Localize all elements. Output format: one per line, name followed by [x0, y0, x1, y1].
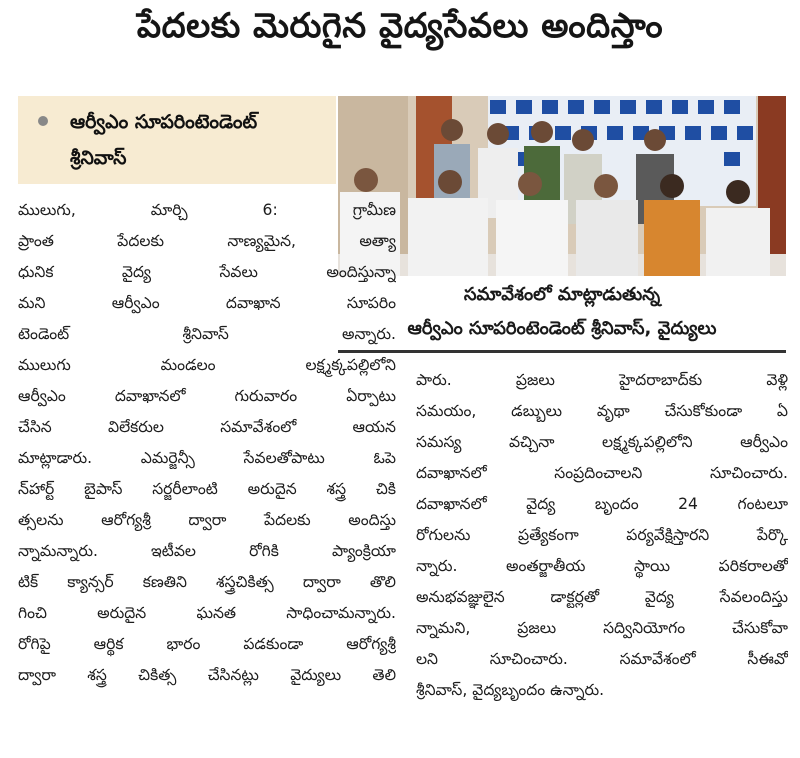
caption-line-2: ఆర్వీఎం సూపరింటెండెంట్ శ్రీనివాస్, వైద్యులు — [407, 318, 717, 339]
article-line: ములుగు, మార్చి 6: గ్రామీణ — [18, 201, 396, 219]
article-line: టెండెంట్ శ్రీనివాస్ అన్నారు. — [18, 325, 396, 343]
article-line: ప్రాంత పేదలకు నాణ్యమైన, అత్యా — [18, 232, 396, 250]
article-line: త్సలను ఆరోగ్యశ్రీ ద్వారా పేదలకు అందిస్తు — [18, 511, 396, 529]
article-line: న్నారు. అంతర్జాతీయ స్థాయి పరికరాలతో — [416, 557, 788, 575]
article-line: గించి అరుదైన ఘనత సాధించామన్నారు. — [18, 604, 396, 622]
article-line: ధునిక వైద్య సేవలు అందిస్తున్నా — [18, 263, 396, 281]
article-line: లని సూచించారు. సమావేశంలో సీఈవో — [416, 650, 788, 668]
subheading-line-2: శ్రీనివాస్ — [70, 147, 127, 169]
article-line: రోగిపై ఆర్థిక భారం పడకుండా ఆరోగ్యశ్రీ — [18, 635, 396, 653]
article-line: ములుగు మండలం లక్ష్మక్కపల్లిలోని — [18, 356, 396, 374]
press-meet-photo — [338, 96, 786, 276]
article-line: పారు. ప్రజలు హైదరాబాద్‌కు వెళ్లి — [416, 371, 788, 389]
article-line: ద్వారా శస్త్ర చికిత్స చేసినట్లు వైద్యులు తెలి — [18, 666, 396, 684]
article-line: న్నామన్నారు. ఇటీవల రోగికి ప్యాంక్రియా — [18, 542, 396, 560]
article-line: న్నామని, ప్రజలు సద్వినియోగం చేసుకోవా — [416, 619, 788, 637]
article-line: న్‌హార్ట్ బైపాస్ సర్జరీలాంటి అరుదైన శస్త్ర చికి — [18, 480, 396, 498]
headline: పేదలకు మెరుగైన వైద్యసేవలు అందిస్తాం — [136, 6, 664, 46]
article-line: చేసిన విలేకరుల సమావేశంలో ఆయన — [18, 418, 396, 436]
subheading-line-1: ఆర్వీఎం సూపరింటెండెంట్ — [70, 111, 258, 133]
article-line: సమయం, డబ్బులు వృథా చేసుకోకుండా ఏ — [416, 402, 788, 420]
article-line: అనుభవజ్ఞులైన డాక్టర్లతో వైద్య సేవలందిస్తు — [416, 588, 788, 606]
article-line: టిక్ క్యాన్సర్ కణతిని శస్త్రచికిత్స ద్వారా తొలి — [18, 573, 396, 591]
article-line: ఆర్వీఎం దవాఖానలో గురువారం ఏర్పాటు — [18, 387, 396, 405]
article-line: దవాఖానలో వైద్య బృందం 24 గంటలూ — [416, 495, 788, 513]
article-line: దవాఖానలో సంప్రదించాలని సూచించారు. — [416, 464, 788, 482]
article-column-right — [416, 365, 788, 706]
article-line: సమస్య వచ్చినా లక్ష్మక్కపల్లిలోని ఆర్వీఎం — [416, 433, 788, 451]
article-line: శ్రీనివాస్, వైద్యబృందం ఉన్నారు. — [416, 681, 605, 699]
bullet-icon — [38, 116, 48, 126]
article-line: మాట్లాడారు. ఎమర్జెన్సీ సేవలతోపాటు ఓపె — [18, 449, 396, 467]
photo-caption — [338, 278, 786, 353]
caption-line-1: సమావేశంలో మాట్లాడుతున్న — [463, 284, 661, 305]
article-line: రోగులను ప్రత్యేకంగా పర్యవేక్షిస్తారని పేర్కొ — [416, 526, 788, 544]
subheading-box — [18, 96, 336, 184]
article-line: మని ఆర్వీఎం దవాఖాన సూపరిం — [18, 294, 396, 312]
article-column-left — [18, 195, 396, 691]
